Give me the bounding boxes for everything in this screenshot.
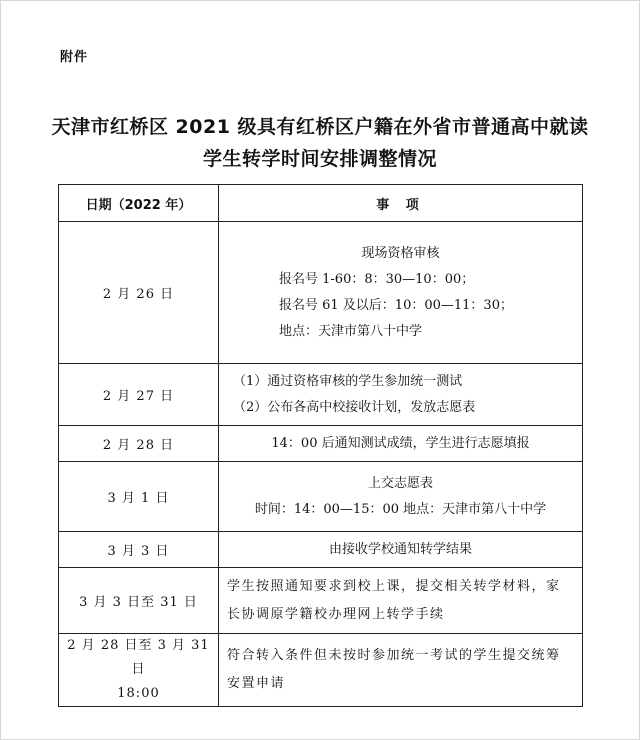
- table-row: [59, 364, 583, 426]
- item-cell: [219, 532, 583, 568]
- table-row: [59, 426, 583, 462]
- item-cell: [219, 568, 583, 634]
- document-title-line-1: 天津市红桥区 2021 级具有红桥区户籍在外省市普通高中就读: [51, 116, 589, 138]
- item-cell: [219, 364, 583, 426]
- table-row: [59, 634, 583, 707]
- schedule-table: [58, 184, 583, 707]
- table-header-row: [59, 185, 583, 222]
- date-cell: 3 月 3 日至 31 日: [59, 568, 219, 634]
- attachment-label: 附件: [60, 50, 89, 65]
- document-title-line-2: 学生转学时间安排调整情况: [202, 148, 437, 170]
- header-item: 事 项: [219, 185, 583, 222]
- item-text: 符合转入条件但未按时参加统一考试的学生提交统筹安置申请: [227, 648, 561, 691]
- item-line: 14：00 后通知测试成绩，学生进行志愿填报: [271, 435, 530, 451]
- item-line: 地点：天津市第八十中学: [279, 323, 423, 339]
- item-line: （1）通过资格审核的学生参加统一测试: [233, 373, 463, 389]
- item-line: 上交志愿表: [367, 475, 433, 491]
- header-date: 日期（2022 年）: [59, 185, 219, 222]
- item-cell: [219, 462, 583, 532]
- item-line: 时间：14：00—15：00 地点：天津市第八十中学: [254, 501, 547, 517]
- table-row: [59, 568, 583, 634]
- item-cell: [219, 222, 583, 364]
- date-line: 2 月 28 日至 3 月 31 日: [67, 638, 210, 677]
- date-cell: [59, 634, 219, 707]
- item-line: 现场资格审核: [361, 245, 440, 261]
- date-cell: 2 月 27 日: [59, 364, 219, 426]
- table-row: [59, 222, 583, 364]
- date-cell: 2 月 28 日: [59, 426, 219, 462]
- item-text: 学生按照通知要求到校上课，提交相关转学材料，家长协调原学籍校办理网上转学手续: [227, 578, 561, 622]
- table-row: [59, 532, 583, 568]
- item-line: （2）公布各高中校接收计划，发放志愿表: [233, 399, 476, 415]
- table-row: [59, 462, 583, 532]
- date-cell: 3 月 1 日: [59, 462, 219, 532]
- date-line: 18:00: [117, 686, 160, 701]
- item-line: 报名号 1-60：8：30—10：00；: [279, 271, 475, 287]
- item-line: 报名号 61 及以后：10：00—11：30；: [279, 297, 513, 313]
- date-cell: 3 月 3 日: [59, 532, 219, 568]
- item-cell: [219, 426, 583, 462]
- item-line: 由接收学校通知转学结果: [328, 541, 472, 557]
- date-cell: 2 月 26 日: [59, 222, 219, 364]
- item-cell: [219, 634, 583, 707]
